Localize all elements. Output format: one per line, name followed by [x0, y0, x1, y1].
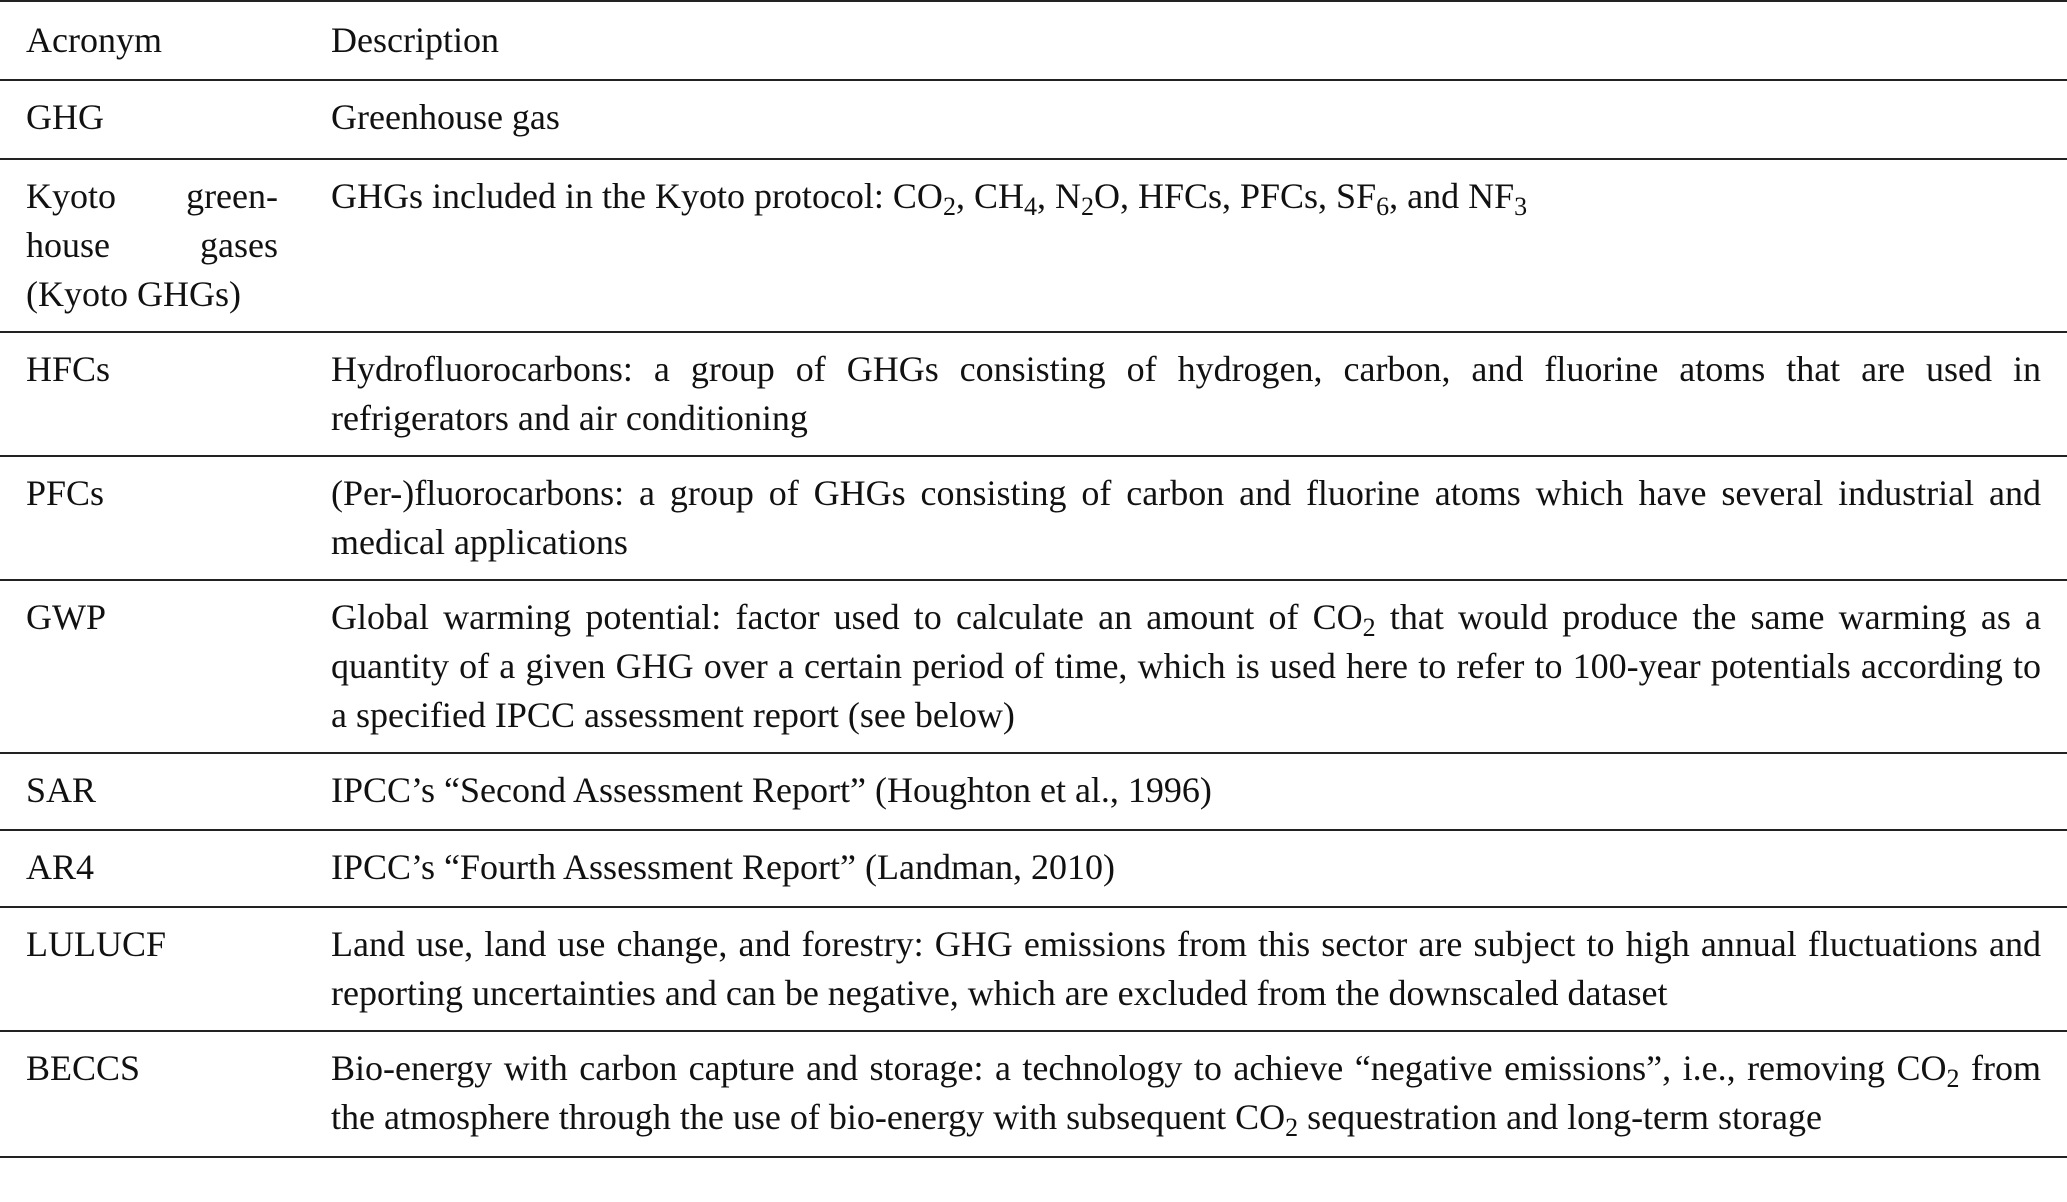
description-text: [331, 93, 2041, 142]
description-segment: GHGs included in the Kyoto protocol: CO: [331, 176, 943, 216]
table-row: [0, 159, 2067, 332]
acronym-cell: [0, 753, 305, 830]
description-segment: IPCC’s “Fourth Assessment Report” (Landman, 2010): [331, 847, 1115, 887]
description-segment: , CH: [955, 176, 1024, 216]
description-segment: , N: [1036, 176, 1081, 216]
description-text: [331, 172, 2041, 221]
acronym-cell: [0, 456, 305, 580]
description-text: [331, 469, 2041, 567]
acronym-text: LULUCF: [26, 924, 167, 964]
acronym-cell: [0, 332, 305, 456]
table-row: [0, 80, 2067, 159]
acronym-cell: [0, 830, 305, 907]
description-cell: [305, 80, 2067, 159]
acronym-text: GHG: [26, 97, 104, 137]
acronym-text: HFCs: [26, 349, 111, 389]
header-description: [305, 1, 2067, 80]
description-cell: [305, 830, 2067, 907]
description-segment: that would produce the same warming as a quantity of a given GHG over a certain period of time, which is used here to refer to 100-year potentials according to a specified IPCC assessment report (see below): [331, 597, 2042, 735]
description-cell: [305, 159, 2067, 332]
acronym-text: Kyoto green-: [26, 176, 278, 216]
description-cell: [305, 753, 2067, 830]
description-text: [331, 1044, 2041, 1142]
acronym-text: BECCS: [26, 1048, 141, 1088]
description-text: [331, 843, 2041, 892]
acronym-text: house gases: [26, 225, 278, 265]
description-segment: (Per-)fluorocarbons: a group of GHGs consisting of carbon and fluorine atoms which have several industrial and medical applications: [331, 473, 2041, 562]
subscript: 2: [1946, 1064, 1960, 1093]
subscript: 3: [1514, 192, 1528, 221]
subscript: 4: [1023, 192, 1037, 221]
subscript: 2: [1362, 613, 1376, 642]
description-cell: [305, 907, 2067, 1031]
description-segment: Land use, land use change, and forestry: GHG emissions from this sector are subject to high annual fluctuations and reporting uncertainties and can be negative, which are excluded from the downscaled dataset: [331, 924, 2041, 1013]
description-segment: sequestration and long-term storage: [1298, 1097, 1822, 1137]
acronym-cell: [0, 159, 305, 332]
description-cell: [305, 1031, 2067, 1157]
description-text: [331, 345, 2041, 443]
description-cell: [305, 332, 2067, 456]
description-text: [331, 920, 2041, 1018]
header-description-label: Description: [331, 20, 499, 60]
header-acronym: [0, 1, 305, 80]
table-row: [0, 1031, 2067, 1157]
acronym-text: AR4: [26, 847, 95, 887]
table-body: [0, 1, 2067, 1157]
description-text: [331, 593, 2041, 740]
acronym-text: (Kyoto GHGs): [26, 274, 241, 314]
subscript: 6: [1376, 192, 1390, 221]
table-row: [0, 907, 2067, 1031]
description-segment: from the atmosphere through the use of bio-energy with subsequent CO: [331, 1048, 2041, 1137]
description-segment: IPCC’s “Second Assessment Report” (Houghton et al., 1996): [331, 770, 1212, 810]
acronym-cell: [0, 1031, 305, 1157]
acronym-text: SAR: [26, 770, 97, 810]
description-segment: Bio-energy with carbon capture and storage: a technology to achieve “negative emissions”, i.e., removing CO: [331, 1048, 1947, 1088]
subscript: 2: [1080, 192, 1094, 221]
subscript: 2: [1285, 1113, 1299, 1142]
acronym-cell: [0, 907, 305, 1031]
description-segment: , and NF: [1389, 176, 1515, 216]
subscript: 2: [942, 192, 956, 221]
acronym-cell: [0, 80, 305, 159]
header-acronym-label: Acronym: [26, 20, 162, 60]
table-header-row: [0, 1, 2067, 80]
description-segment: Global warming potential: factor used to calculate an amount of CO: [331, 597, 1363, 637]
acronym-cell: [0, 580, 305, 753]
table-row: [0, 753, 2067, 830]
description-text: [331, 766, 2041, 815]
description-segment: Hydrofluorocarbons: a group of GHGs consisting of hydrogen, carbon, and fluorine atoms that are used in refrigerators and air conditioning: [331, 349, 2041, 438]
description-cell: [305, 456, 2067, 580]
table-row: [0, 830, 2067, 907]
table-row: [0, 580, 2067, 753]
table-row: [0, 456, 2067, 580]
acronym-text: PFCs: [26, 473, 105, 513]
table-row: [0, 332, 2067, 456]
description-segment: Greenhouse gas: [331, 97, 560, 137]
description-cell: [305, 580, 2067, 753]
acronym-text: GWP: [26, 597, 106, 637]
description-segment: O, HFCs, PFCs, SF: [1093, 176, 1377, 216]
